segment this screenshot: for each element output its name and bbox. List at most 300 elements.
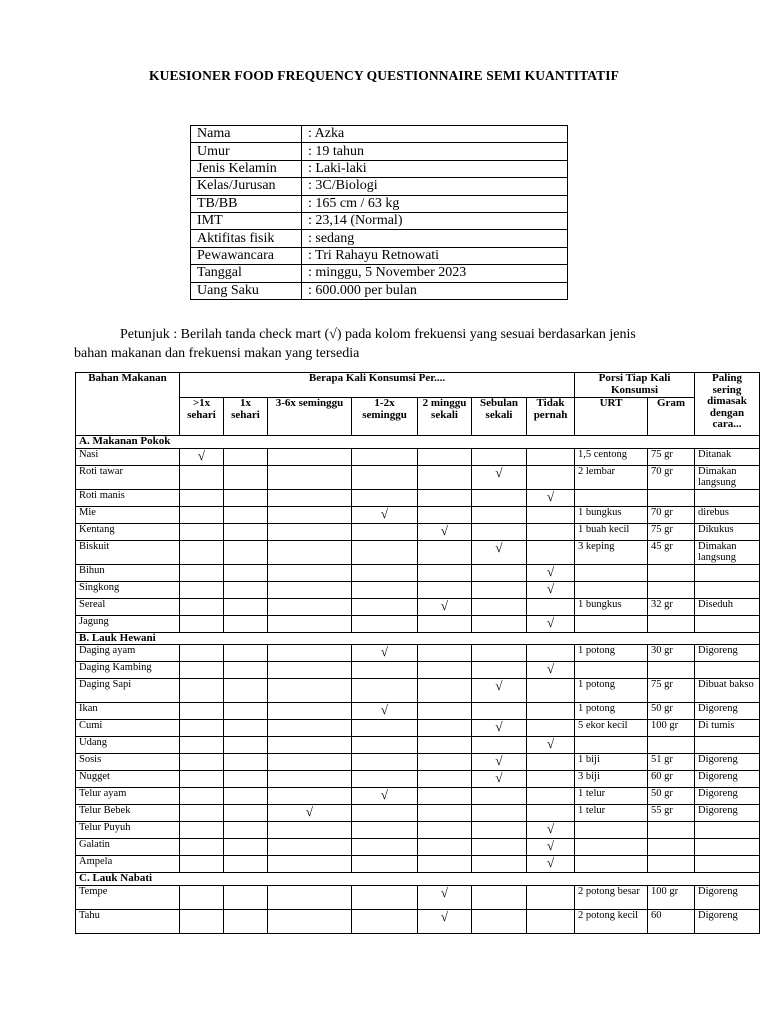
frequency-cell[interactable] [180, 615, 224, 632]
frequency-cell[interactable] [527, 506, 575, 523]
frequency-cell[interactable] [352, 448, 418, 465]
frequency-cell[interactable] [352, 540, 418, 564]
frequency-cell[interactable] [180, 679, 224, 703]
frequency-cell[interactable] [268, 703, 352, 720]
frequency-cell[interactable] [224, 523, 268, 540]
cara-cell [695, 581, 760, 598]
gram-cell: 60 gr [648, 771, 695, 788]
frequency-cell[interactable] [268, 885, 352, 909]
frequency-cell[interactable] [527, 720, 575, 737]
frequency-cell[interactable] [224, 754, 268, 771]
frequency-cell[interactable]: √ [527, 737, 575, 754]
frequency-cell[interactable]: √ [527, 662, 575, 679]
urt-cell: 1 buah kecil [575, 523, 648, 540]
cara-cell: Digoreng [695, 909, 760, 933]
food-name: Daging ayam [76, 645, 180, 662]
frequency-cell[interactable] [418, 822, 472, 839]
header-freq: 2 minggu sekali [418, 398, 472, 436]
frequency-cell[interactable] [224, 465, 268, 489]
frequency-cell[interactable] [418, 771, 472, 788]
frequency-cell[interactable] [472, 662, 527, 679]
gram-cell [648, 662, 695, 679]
food-name: Bihun [76, 564, 180, 581]
frequency-cell[interactable] [268, 615, 352, 632]
info-label: TB/BB [191, 195, 302, 212]
gram-cell: 75 gr [648, 448, 695, 465]
cara-cell [695, 856, 760, 873]
frequency-cell[interactable] [352, 679, 418, 703]
food-name: Biskuit [76, 540, 180, 564]
frequency-cell[interactable] [418, 703, 472, 720]
frequency-cell[interactable] [472, 506, 527, 523]
frequency-cell[interactable]: √ [527, 564, 575, 581]
cara-cell: Di tumis [695, 720, 760, 737]
frequency-cell[interactable] [352, 771, 418, 788]
frequency-cell[interactable] [352, 662, 418, 679]
urt-cell [575, 489, 648, 506]
food-name: Telur ayam [76, 788, 180, 805]
table-row [76, 564, 760, 581]
frequency-cell[interactable] [224, 564, 268, 581]
frequency-cell[interactable] [268, 909, 352, 933]
frequency-cell[interactable] [527, 645, 575, 662]
cara-cell: Digoreng [695, 754, 760, 771]
urt-cell: 1 potong [575, 679, 648, 703]
frequency-cell[interactable] [472, 856, 527, 873]
gram-cell: 55 gr [648, 805, 695, 822]
frequency-cell[interactable] [268, 737, 352, 754]
frequency-cell[interactable] [268, 645, 352, 662]
urt-cell: 2 lembar [575, 465, 648, 489]
gram-cell: 30 gr [648, 645, 695, 662]
header-paling-sering: Paling sering dimasak dengan cara... [695, 373, 760, 436]
frequency-cell[interactable] [224, 771, 268, 788]
frequency-cell[interactable] [224, 856, 268, 873]
gram-cell: 100 gr [648, 885, 695, 909]
frequency-cell[interactable] [472, 489, 527, 506]
table-row [76, 909, 760, 933]
cara-cell: Digoreng [695, 771, 760, 788]
header-gram: Gram [648, 398, 695, 436]
instruction-line-2: bahan makanan dan frekuensi makan yang tersedia [74, 346, 360, 361]
gram-cell [648, 489, 695, 506]
urt-cell: 3 biji [575, 771, 648, 788]
food-name: Mie [76, 506, 180, 523]
cara-cell: Digoreng [695, 788, 760, 805]
info-label: Nama [191, 126, 302, 143]
frequency-cell[interactable]: √ [472, 465, 527, 489]
frequency-cell[interactable] [268, 788, 352, 805]
frequency-cell[interactable] [418, 679, 472, 703]
frequency-cell[interactable] [180, 506, 224, 523]
table-row [76, 615, 760, 632]
frequency-cell[interactable] [352, 581, 418, 598]
food-name: Nasi [76, 448, 180, 465]
gram-cell: 60 [648, 909, 695, 933]
frequency-cell[interactable]: √ [527, 489, 575, 506]
section-row [76, 436, 760, 449]
cara-cell [695, 839, 760, 856]
urt-cell: 1 bungkus [575, 598, 648, 615]
frequency-cell[interactable] [418, 506, 472, 523]
frequency-cell[interactable] [418, 645, 472, 662]
info-row [191, 247, 568, 264]
frequency-cell[interactable] [352, 720, 418, 737]
frequency-cell[interactable] [268, 856, 352, 873]
frequency-cell[interactable] [224, 805, 268, 822]
frequency-cell[interactable] [527, 788, 575, 805]
table-row [76, 489, 760, 506]
frequency-cell[interactable] [472, 523, 527, 540]
frequency-cell[interactable] [180, 909, 224, 933]
urt-cell: 1 telur [575, 788, 648, 805]
gram-cell [648, 581, 695, 598]
urt-cell: 1 potong [575, 703, 648, 720]
frequency-cell[interactable] [527, 465, 575, 489]
info-label: Pewawancara [191, 247, 302, 264]
cara-cell [695, 615, 760, 632]
frequency-cell[interactable]: √ [418, 885, 472, 909]
section-row [76, 632, 760, 645]
frequency-cell[interactable] [180, 540, 224, 564]
frequency-cell[interactable] [268, 489, 352, 506]
frequency-cell[interactable] [224, 645, 268, 662]
frequency-cell[interactable] [268, 598, 352, 615]
food-name: Galatin [76, 839, 180, 856]
frequency-cell[interactable] [224, 598, 268, 615]
frequency-cell[interactable] [527, 909, 575, 933]
frequency-cell[interactable] [224, 737, 268, 754]
info-label: Umur [191, 143, 302, 160]
cara-cell: Dikukus [695, 523, 760, 540]
cara-cell: Diseduh [695, 598, 760, 615]
frequency-cell[interactable] [268, 839, 352, 856]
frequency-cell[interactable] [352, 805, 418, 822]
frequency-cell[interactable] [352, 465, 418, 489]
table-row [76, 805, 760, 822]
frequency-cell[interactable] [418, 754, 472, 771]
frequency-cell[interactable] [418, 737, 472, 754]
header-freq: 1x sehari [224, 398, 268, 436]
frequency-cell[interactable] [418, 448, 472, 465]
frequency-cell[interactable] [268, 506, 352, 523]
instruction-line-1: Petunjuk : Berilah tanda check mart (√) pada kolom frekuensi yang sesuai berdasarkan jenis [120, 327, 636, 342]
frequency-cell[interactable] [180, 822, 224, 839]
gram-cell: 32 gr [648, 598, 695, 615]
frequency-cell[interactable] [418, 720, 472, 737]
food-name: Cumi [76, 720, 180, 737]
table-row [76, 506, 760, 523]
urt-cell [575, 737, 648, 754]
frequency-cell[interactable] [418, 564, 472, 581]
frequency-cell[interactable] [472, 788, 527, 805]
frequency-cell[interactable]: √ [418, 598, 472, 615]
frequency-cell[interactable] [268, 679, 352, 703]
urt-cell [575, 615, 648, 632]
food-name: Udang [76, 737, 180, 754]
frequency-cell[interactable] [180, 885, 224, 909]
frequency-cell[interactable] [472, 885, 527, 909]
frequency-cell[interactable] [352, 909, 418, 933]
frequency-cell[interactable] [352, 856, 418, 873]
info-value: : Azka [302, 126, 568, 143]
frequency-cell[interactable] [352, 839, 418, 856]
frequency-cell[interactable] [180, 465, 224, 489]
frequency-cell[interactable] [418, 788, 472, 805]
table-row [76, 703, 760, 720]
frequency-cell[interactable]: √ [472, 540, 527, 564]
frequency-cell[interactable] [418, 615, 472, 632]
header-bahan-makanan: Bahan Makanan [76, 373, 180, 436]
frequency-cell[interactable]: √ [352, 506, 418, 523]
frequency-cell[interactable]: √ [352, 645, 418, 662]
frequency-cell[interactable] [268, 540, 352, 564]
frequency-cell[interactable] [527, 448, 575, 465]
frequency-cell[interactable] [418, 662, 472, 679]
urt-cell: 3 keping [575, 540, 648, 564]
gram-cell [648, 856, 695, 873]
frequency-cell[interactable] [180, 703, 224, 720]
frequency-cell[interactable] [418, 839, 472, 856]
cara-cell [695, 737, 760, 754]
frequency-cell[interactable] [352, 615, 418, 632]
cara-cell [695, 564, 760, 581]
table-row [76, 856, 760, 873]
frequency-cell[interactable] [224, 581, 268, 598]
info-label: Uang Saku [191, 282, 302, 299]
frequency-cell[interactable] [268, 448, 352, 465]
frequency-cell[interactable] [352, 564, 418, 581]
frequency-cell[interactable] [268, 662, 352, 679]
frequency-cell[interactable] [224, 448, 268, 465]
frequency-cell[interactable] [352, 737, 418, 754]
frequency-cell[interactable] [472, 448, 527, 465]
section-title: B. Lauk Hewani [76, 632, 760, 645]
table-row [76, 448, 760, 465]
header-urt: URT [575, 398, 648, 436]
frequency-cell[interactable]: √ [472, 754, 527, 771]
urt-cell: 5 ekor kecil [575, 720, 648, 737]
table-row [76, 737, 760, 754]
frequency-cell[interactable] [527, 598, 575, 615]
food-frequency-table [75, 372, 760, 934]
frequency-cell[interactable] [268, 720, 352, 737]
frequency-cell[interactable] [224, 885, 268, 909]
frequency-cell[interactable] [472, 615, 527, 632]
frequency-cell[interactable] [180, 598, 224, 615]
frequency-cell[interactable] [180, 805, 224, 822]
section-title: A. Makanan Pokok [76, 436, 760, 449]
frequency-cell[interactable] [352, 822, 418, 839]
food-name: Roti manis [76, 489, 180, 506]
frequency-cell[interactable] [180, 720, 224, 737]
frequency-cell[interactable] [472, 645, 527, 662]
frequency-cell[interactable]: √ [472, 679, 527, 703]
frequency-cell[interactable] [352, 523, 418, 540]
frequency-cell[interactable] [472, 909, 527, 933]
frequency-cell[interactable]: √ [180, 448, 224, 465]
frequency-cell[interactable]: √ [527, 856, 575, 873]
cara-cell: Dibuat bakso [695, 679, 760, 703]
frequency-cell[interactable]: √ [268, 805, 352, 822]
frequency-cell[interactable] [472, 581, 527, 598]
frequency-cell[interactable]: √ [352, 703, 418, 720]
frequency-cell[interactable] [224, 788, 268, 805]
frequency-cell[interactable] [180, 564, 224, 581]
frequency-cell[interactable] [472, 839, 527, 856]
frequency-cell[interactable] [268, 771, 352, 788]
frequency-cell[interactable] [180, 839, 224, 856]
respondent-info-table [190, 125, 568, 300]
frequency-cell[interactable] [352, 489, 418, 506]
cara-cell: Digoreng [695, 645, 760, 662]
table-row [76, 523, 760, 540]
food-name: Sosis [76, 754, 180, 771]
food-name: Ikan [76, 703, 180, 720]
table-row [76, 788, 760, 805]
frequency-cell[interactable] [418, 856, 472, 873]
info-row [191, 195, 568, 212]
food-name: Tempe [76, 885, 180, 909]
info-row [191, 126, 568, 143]
table-row [76, 720, 760, 737]
frequency-cell[interactable] [180, 523, 224, 540]
frequency-cell[interactable] [268, 822, 352, 839]
gram-cell [648, 822, 695, 839]
cara-cell: Dimakan langsung [695, 540, 760, 564]
food-name: Tahu [76, 909, 180, 933]
gram-cell: 51 gr [648, 754, 695, 771]
header-freq: 3-6x seminggu [268, 398, 352, 436]
frequency-cell[interactable]: √ [352, 788, 418, 805]
frequency-cell[interactable] [472, 805, 527, 822]
cara-cell [695, 489, 760, 506]
frequency-cell[interactable]: √ [527, 839, 575, 856]
frequency-cell[interactable] [472, 703, 527, 720]
frequency-cell[interactable] [180, 489, 224, 506]
table-row [76, 885, 760, 909]
frequency-cell[interactable] [180, 662, 224, 679]
urt-cell: 2 potong kecil [575, 909, 648, 933]
frequency-cell[interactable] [180, 645, 224, 662]
frequency-cell[interactable] [224, 506, 268, 523]
info-value: : Laki-laki [302, 160, 568, 177]
frequency-cell[interactable] [527, 523, 575, 540]
frequency-cell[interactable] [268, 754, 352, 771]
info-value: : 3C/Biologi [302, 178, 568, 195]
frequency-cell[interactable]: √ [418, 909, 472, 933]
frequency-cell[interactable] [418, 540, 472, 564]
frequency-cell[interactable] [418, 805, 472, 822]
food-name: Jagung [76, 615, 180, 632]
frequency-cell[interactable] [224, 615, 268, 632]
frequency-cell[interactable]: √ [527, 822, 575, 839]
frequency-cell[interactable] [527, 771, 575, 788]
frequency-cell[interactable] [224, 679, 268, 703]
food-name: Telur Bebek [76, 805, 180, 822]
section-row [76, 873, 760, 886]
gram-cell: 70 gr [648, 506, 695, 523]
frequency-cell[interactable] [180, 754, 224, 771]
frequency-cell[interactable] [418, 489, 472, 506]
table-row [76, 465, 760, 489]
frequency-cell[interactable] [224, 489, 268, 506]
urt-cell [575, 839, 648, 856]
frequency-cell[interactable] [352, 885, 418, 909]
frequency-cell[interactable] [472, 598, 527, 615]
urt-cell: 1,5 centong [575, 448, 648, 465]
frequency-cell[interactable] [268, 581, 352, 598]
frequency-cell[interactable] [527, 679, 575, 703]
frequency-cell[interactable]: √ [472, 720, 527, 737]
urt-cell: 1 bungkus [575, 506, 648, 523]
frequency-cell[interactable] [527, 703, 575, 720]
frequency-cell[interactable] [268, 564, 352, 581]
info-value: : minggu, 5 November 2023 [302, 265, 568, 282]
info-value: : Tri Rahayu Retnowati [302, 247, 568, 264]
frequency-cell[interactable] [418, 581, 472, 598]
frequency-cell[interactable] [224, 822, 268, 839]
frequency-cell[interactable] [472, 737, 527, 754]
table-row [76, 598, 760, 615]
frequency-cell[interactable] [527, 805, 575, 822]
frequency-cell[interactable] [418, 465, 472, 489]
cara-cell [695, 822, 760, 839]
frequency-cell[interactable] [224, 662, 268, 679]
frequency-cell[interactable] [472, 564, 527, 581]
frequency-cell[interactable] [352, 598, 418, 615]
header-porsi: Porsi Tiap Kali Konsumsi [575, 373, 695, 398]
frequency-cell[interactable] [224, 540, 268, 564]
frequency-cell[interactable] [224, 909, 268, 933]
info-value: : 23,14 (Normal) [302, 212, 568, 229]
gram-cell [648, 839, 695, 856]
frequency-cell[interactable]: √ [472, 771, 527, 788]
info-label: Kelas/Jurusan [191, 178, 302, 195]
urt-cell [575, 564, 648, 581]
frequency-cell[interactable] [224, 703, 268, 720]
frequency-cell[interactable]: √ [527, 615, 575, 632]
cara-cell: Dimakan langsung [695, 465, 760, 489]
frequency-cell[interactable]: √ [418, 523, 472, 540]
gram-cell: 100 gr [648, 720, 695, 737]
food-name: Kentang [76, 523, 180, 540]
table-row [76, 581, 760, 598]
gram-cell [648, 737, 695, 754]
frequency-cell[interactable] [268, 523, 352, 540]
frequency-cell[interactable] [224, 720, 268, 737]
frequency-cell[interactable] [527, 885, 575, 909]
frequency-cell[interactable] [180, 737, 224, 754]
frequency-cell[interactable] [224, 839, 268, 856]
gram-cell: 50 gr [648, 703, 695, 720]
frequency-cell[interactable]: √ [527, 581, 575, 598]
table-row [76, 679, 760, 703]
frequency-cell[interactable] [268, 465, 352, 489]
frequency-cell[interactable] [527, 754, 575, 771]
frequency-cell[interactable] [180, 788, 224, 805]
frequency-cell[interactable] [180, 856, 224, 873]
frequency-cell[interactable] [472, 822, 527, 839]
food-name: Sereal [76, 598, 180, 615]
header-freq: Sebulan sekali [472, 398, 527, 436]
frequency-cell[interactable] [352, 754, 418, 771]
info-row [191, 143, 568, 160]
frequency-cell[interactable] [180, 581, 224, 598]
urt-cell: 1 biji [575, 754, 648, 771]
frequency-cell[interactable] [180, 771, 224, 788]
frequency-cell[interactable] [527, 540, 575, 564]
